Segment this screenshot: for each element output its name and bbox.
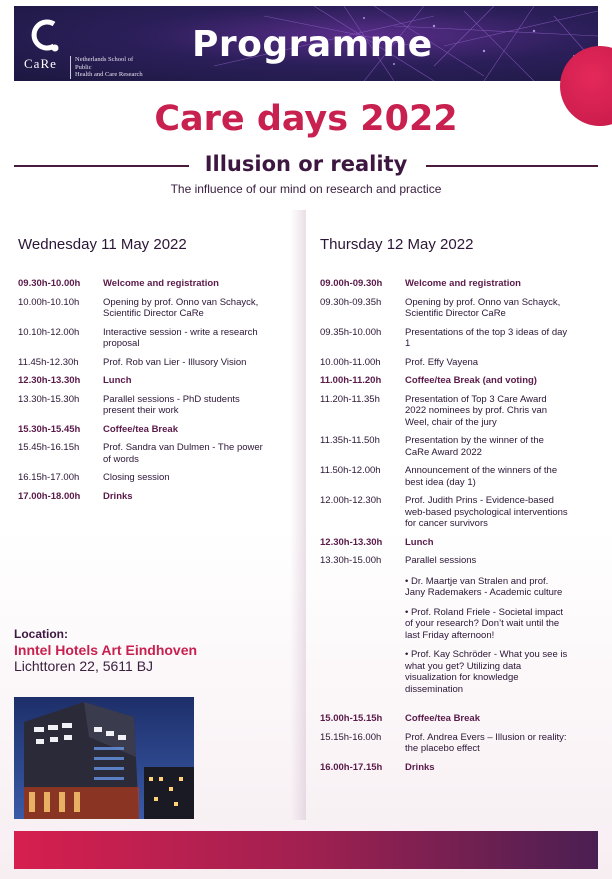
schedule-description-line: of words bbox=[103, 453, 139, 465]
schedule-description-line: web-based psychological interventions bbox=[405, 506, 568, 518]
logo-subtitle bbox=[70, 56, 150, 79]
schedule-description bbox=[405, 555, 476, 567]
schedule-time: 16.15h-17.00h bbox=[18, 472, 80, 483]
page-title: Care days 2022 bbox=[154, 99, 458, 139]
schedule-description-line: last Friday afternoon! bbox=[405, 629, 495, 641]
schedule-description-line: Welcome and registration bbox=[405, 278, 521, 289]
schedule-description-line: Closing session bbox=[103, 472, 170, 483]
schedule-description-line: Coffee/tea Break bbox=[405, 713, 480, 724]
schedule-description bbox=[405, 649, 567, 695]
schedule-description-line: Weel, chair of the jury bbox=[405, 416, 497, 428]
thursday-heading: Thursday 12 May 2022 bbox=[320, 236, 474, 253]
schedule-description bbox=[405, 278, 521, 290]
schedule-description-line: • Dr. Maartje van Stralen and prof. bbox=[405, 575, 549, 587]
tagline: The influence of our mind on research and practice bbox=[170, 182, 442, 196]
schedule-description bbox=[103, 491, 133, 503]
schedule-time: 17.00h-18.00h bbox=[18, 490, 81, 502]
schedule-description bbox=[405, 607, 563, 642]
schedule-description-line: Opening by prof. Onno van Schayck, bbox=[405, 296, 561, 308]
schedule-description-line: Parallel sessions bbox=[405, 555, 477, 566]
schedule-description-line: Parallel sessions - PhD students bbox=[103, 393, 240, 405]
footer-bar bbox=[14, 831, 598, 869]
logo-subtitle-line-2: Health and Care Research bbox=[75, 71, 143, 78]
schedule-description-line: Welcome and registration bbox=[103, 278, 219, 289]
schedule-description-line: Presentation by the winner of the bbox=[405, 435, 544, 446]
schedule-description-line: • Prof. Roland Friele - Societal impact bbox=[405, 606, 564, 618]
schedule-description bbox=[405, 357, 478, 369]
schedule-description-line: present their work bbox=[103, 405, 179, 416]
hotel-photo bbox=[14, 697, 194, 819]
schedule-description-line: Presentation of Top 3 Care Award bbox=[405, 393, 547, 405]
schedule-description bbox=[405, 375, 537, 387]
schedule-description bbox=[103, 442, 263, 465]
schedule-description bbox=[103, 357, 246, 369]
schedule-description-line: • Prof. Kay Schröder - What you see is bbox=[405, 649, 568, 660]
schedule-description-line: Jany Rademakers - Academic culture bbox=[405, 587, 563, 598]
schedule-description-line: Opening by prof. Onno van Schayck, bbox=[103, 296, 259, 308]
schedule-time: 12.30h-13.30h bbox=[18, 375, 81, 386]
schedule-time: 09.00h-09.30h bbox=[320, 278, 383, 289]
schedule-time: 12.00h-12.30h bbox=[320, 495, 382, 506]
schedule-description bbox=[405, 576, 562, 599]
banner-title: Programme bbox=[192, 24, 433, 65]
schedule-time: 09.30h-09.35h bbox=[320, 296, 382, 308]
schedule-time: 12.30h-13.30h bbox=[320, 536, 383, 548]
schedule-time: 09.30h-10.00h bbox=[18, 278, 81, 289]
schedule-description-line: best idea (day 1) bbox=[405, 476, 476, 488]
schedule-description-line: 1 bbox=[405, 338, 411, 349]
schedule-description bbox=[405, 297, 560, 320]
schedule-description-line: proposal bbox=[103, 338, 140, 349]
wednesday-heading: Wednesday 11 May 2022 bbox=[18, 236, 187, 253]
schedule-time: 13.30h-15.30h bbox=[18, 393, 80, 405]
schedule-description-line: Scientific Director CaRe bbox=[405, 308, 506, 319]
schedule-time: 15.45h-16.15h bbox=[18, 442, 80, 453]
schedule-description-line: for cancer survivors bbox=[405, 518, 488, 529]
schedule-description bbox=[405, 435, 544, 458]
schedule-description-line: of your research? Don’t wait until the bbox=[405, 618, 560, 629]
location-name: Inntel Hotels Art Eindhoven bbox=[14, 642, 198, 658]
schedule-description bbox=[103, 297, 258, 320]
schedule-time: 11.20h-11.35h bbox=[320, 393, 380, 405]
schedule-description-line: Prof. Andrea Evers – Illusion or reality: bbox=[405, 731, 567, 743]
schedule-description bbox=[405, 394, 547, 429]
subtitle-row bbox=[14, 152, 598, 180]
schedule-description-line: Presentations of the top 3 ideas of day bbox=[405, 326, 568, 338]
schedule-description-line: Scientific Director CaRe bbox=[103, 308, 204, 319]
schedule-description-line: the placebo effect bbox=[405, 743, 480, 754]
schedule-description bbox=[405, 495, 568, 530]
schedule-time: 15.00h-15.15h bbox=[320, 713, 383, 724]
schedule-time: 16.00h-17.15h bbox=[320, 761, 383, 773]
schedule-description bbox=[405, 465, 557, 488]
schedule-description-line: dissemination bbox=[405, 683, 464, 695]
schedule-description bbox=[103, 424, 178, 436]
column-divider-shade bbox=[290, 210, 306, 820]
schedule-description-line: Coffee/tea Break (and voting) bbox=[405, 375, 537, 386]
schedule-time: 11.00h-11.20h bbox=[320, 375, 382, 386]
schedule-description bbox=[103, 375, 132, 387]
schedule-time: 10.10h-12.00h bbox=[18, 326, 80, 338]
schedule-time: 10.00h-11.00h bbox=[320, 356, 381, 368]
schedule-description bbox=[405, 537, 434, 549]
schedule-description-line: Interactive session - write a research bbox=[103, 326, 258, 338]
schedule-description bbox=[405, 713, 480, 725]
schedule-time: 10.00h-10.10h bbox=[18, 296, 80, 308]
schedule-description-line: Lunch bbox=[405, 536, 434, 548]
schedule-description-line: Lunch bbox=[103, 375, 132, 386]
schedule-description-line: Coffee/tea Break bbox=[103, 423, 178, 435]
schedule-description bbox=[405, 732, 567, 755]
schedule-description-line: Prof. Sandra van Dulmen - The power bbox=[103, 442, 263, 453]
logo-subtitle-line-1: Netherlands School of Public bbox=[75, 56, 134, 71]
schedule-description-line: Drinks bbox=[103, 490, 133, 502]
schedule-description-line: visualization for knowledge bbox=[405, 672, 519, 683]
schedule-time: 11.45h-12.30h bbox=[18, 356, 79, 368]
location-address: Lichttoren 22, 5611 BJ bbox=[14, 658, 154, 674]
schedule-time: 15.15h-16.00h bbox=[320, 731, 382, 743]
schedule-description-line: 2022 nominees by prof. Chris van bbox=[405, 405, 548, 416]
schedule-description-line: CaRe Award 2022 bbox=[405, 446, 482, 458]
care-logo bbox=[22, 16, 143, 78]
schedule-time: 11.35h-11.50h bbox=[320, 435, 380, 446]
schedule-description-line: Announcement of the winners of the bbox=[405, 465, 558, 476]
header-banner bbox=[14, 6, 598, 81]
care-logo-mark-icon bbox=[28, 16, 62, 56]
schedule-description-line: Prof. Judith Prins - Evidence-based bbox=[405, 495, 554, 506]
schedule-time: 11.50h-12.00h bbox=[320, 465, 381, 476]
schedule-description-line: Prof. Rob van Lier - Illusory Vision bbox=[103, 356, 247, 368]
schedule-description-line: Drinks bbox=[405, 761, 435, 773]
subtitle: Illusion or reality bbox=[204, 152, 408, 176]
schedule-description bbox=[405, 762, 435, 774]
schedule-description bbox=[103, 327, 258, 350]
schedule-description bbox=[405, 327, 567, 350]
schedule-time: 13.30h-15.00h bbox=[320, 555, 382, 566]
hotel-illustration bbox=[14, 697, 194, 819]
schedule-description bbox=[103, 394, 240, 417]
schedule-description-line: Prof. Effy Vayena bbox=[405, 356, 479, 368]
schedule-description bbox=[103, 472, 170, 484]
schedule-time: 09.35h-10.00h bbox=[320, 326, 382, 338]
location-label: Location: bbox=[14, 627, 68, 641]
schedule-description-line: what you get? Utilizing data bbox=[405, 660, 522, 672]
schedule-time: 15.30h-15.45h bbox=[18, 423, 81, 435]
schedule-description bbox=[103, 278, 219, 290]
logo-name: CaRe bbox=[24, 56, 57, 71]
